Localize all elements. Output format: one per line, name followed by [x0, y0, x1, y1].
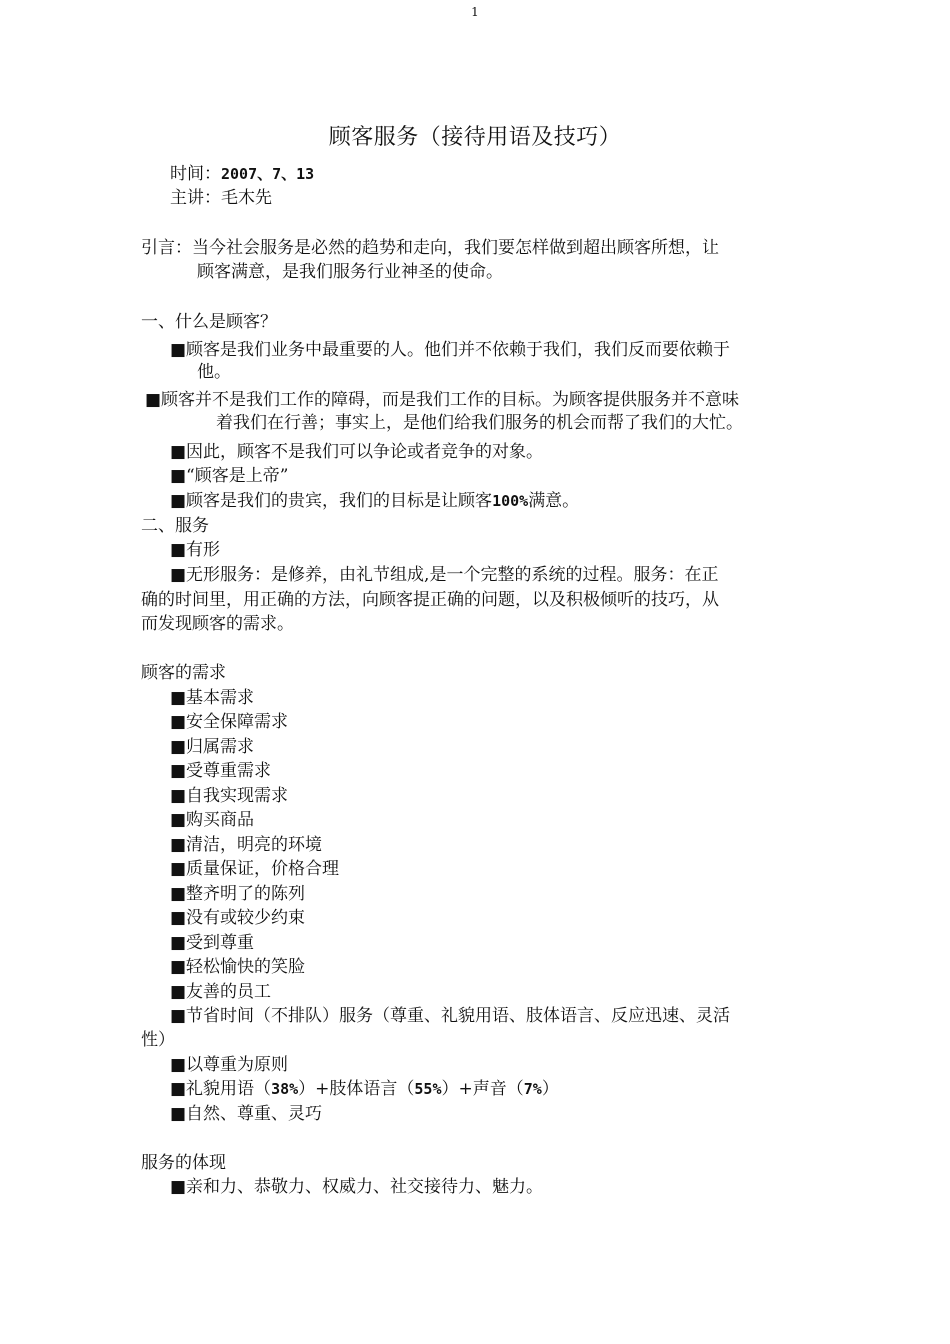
- speaker-label: 主讲：: [170, 188, 221, 208]
- needs-item: ■轻松愉快的笑脸: [170, 957, 306, 977]
- needs-heading: 顾客的需求: [141, 663, 226, 683]
- section1-heading: 一、什么是顾客？: [141, 312, 277, 332]
- speaker-line: [170, 186, 272, 210]
- formula-close: ）: [541, 1079, 559, 1099]
- time-saving-line2: 性）: [141, 1030, 175, 1050]
- needs-item: ■质量保证，价格合理: [170, 859, 340, 879]
- section1-p2-line1: ■顾客并不是我们工作的障碍，而是我们工作的目标。为顾客提供服务并不意味: [145, 390, 740, 410]
- speaker-value: 毛木先: [221, 188, 272, 208]
- formula-body-pct: 55%: [414, 1080, 442, 1098]
- section1-p1-line1: ■顾客是我们业务中最重要的人。他们并不依赖于我们，我们反而要依赖于: [170, 340, 731, 360]
- intangible-line1: ■无形服务：是修养，由礼节组成,是一个完整的系统的过程。服务：在正: [170, 565, 719, 585]
- formula-body-label: ）+肢体语言（: [298, 1079, 415, 1099]
- document-title: 顾客服务（接待用语及技巧）: [328, 125, 622, 150]
- section1-p5-post: 满意。: [528, 491, 580, 511]
- section2-heading: 二、服务: [141, 516, 209, 536]
- formula-polite-label: ■礼貌用语（: [170, 1079, 272, 1099]
- section1-p2-line2: 着我们在行善；事实上，是他们给我们服务的机会而帮了我们的大忙。: [216, 413, 743, 433]
- needs-item: ■清洁，明亮的环境: [170, 835, 323, 855]
- needs-item: ■整齐明了的陈列: [170, 884, 306, 904]
- needs-item: ■受到尊重: [170, 933, 255, 953]
- page-number: 1: [471, 5, 479, 19]
- needs-item: ■安全保障需求: [170, 712, 289, 732]
- intangible-line3: 而发现顾客的需求。: [141, 614, 294, 634]
- communication-formula: [170, 1077, 559, 1101]
- embodiment-item: ■亲和力、恭敬力、权威力、社交接待力、魅力。: [170, 1177, 544, 1197]
- time-value: 2007、7、13: [221, 165, 315, 183]
- time-saving-line1: ■节省时间（不排队）服务（尊重、礼貌用语、肢体语言、反应迅速、灵活: [170, 1006, 731, 1026]
- needs-item: ■受尊重需求: [170, 761, 272, 781]
- section1-p3: ■因此，顾客不是我们可以争论或者竞争的对象。: [170, 442, 544, 462]
- formula-voice-label: ）+声音（: [441, 1079, 524, 1099]
- time-line: [170, 162, 314, 186]
- needs-item: ■友善的员工: [170, 982, 272, 1002]
- intro-line-1: 引言：当今社会服务是必然的趋势和走向，我们要怎样做到超出顾客所想，让: [141, 238, 719, 258]
- time-label: 时间：: [170, 164, 221, 184]
- embodiment-heading: 服务的体现: [141, 1153, 226, 1173]
- section1-p5: [170, 489, 579, 513]
- formula-polite-pct: 38%: [271, 1080, 299, 1098]
- section1-p5-pre: ■顾客是我们的贵宾，我们的目标是让顾客: [170, 491, 493, 511]
- respect-principle: ■以尊重为原则: [170, 1055, 289, 1075]
- natural-item: ■自然、尊重、灵巧: [170, 1104, 323, 1124]
- section1-p5-num: 100%: [492, 492, 529, 510]
- needs-item: ■购买商品: [170, 810, 255, 830]
- section1-p1-line2: 他。: [197, 362, 231, 382]
- needs-item: ■基本需求: [170, 688, 255, 708]
- formula-voice-pct: 7%: [523, 1080, 542, 1098]
- tangible-item: ■有形: [170, 540, 221, 560]
- section1-p4: ■“顾客是上帝”: [170, 466, 289, 486]
- intro-line-2: 顾客满意，是我们服务行业神圣的使命。: [197, 262, 503, 282]
- needs-item: ■自我实现需求: [170, 786, 289, 806]
- intangible-line2: 确的时间里，用正确的方法，向顾客提正确的问题，以及积极倾听的技巧，从: [141, 590, 719, 610]
- needs-item: ■没有或较少约束: [170, 908, 306, 928]
- needs-item: ■归属需求: [170, 737, 255, 757]
